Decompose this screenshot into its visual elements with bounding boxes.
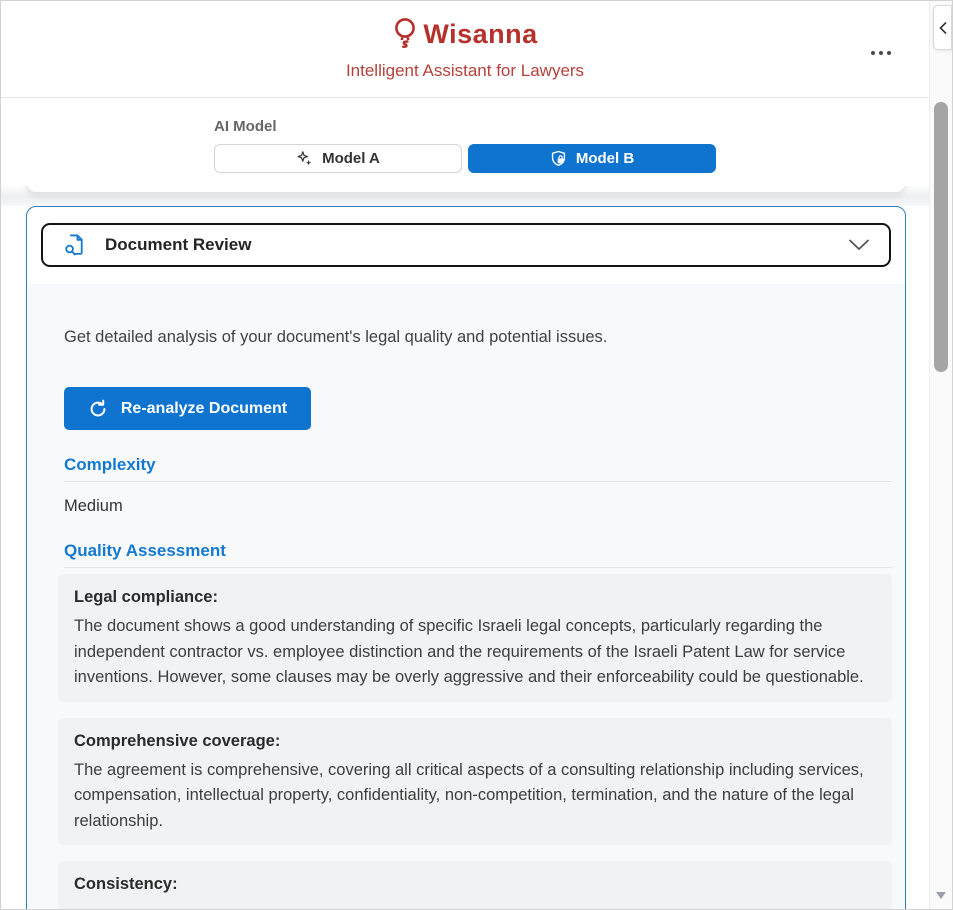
model-a-label: Model A — [322, 150, 380, 167]
scrollbar-thumb[interactable] — [934, 102, 948, 372]
lightbulb-icon — [392, 17, 418, 51]
reanalyze-button-label: Re-analyze Document — [120, 399, 288, 417]
app-subtitle: Intelligent Assistant for Lawyers — [345, 61, 585, 80]
model-b-label: Model B — [575, 150, 635, 167]
chevron-left-icon[interactable] — [933, 5, 952, 50]
complexity-value: Medium — [64, 497, 123, 515]
divider — [64, 481, 892, 482]
divider — [64, 567, 892, 568]
card-title: Consistency: — [74, 875, 178, 893]
model-b-button[interactable] — [468, 144, 716, 173]
card-title: Legal compliance: — [74, 588, 218, 606]
quality-assessment-heading: Quality Assessment — [64, 541, 226, 560]
document-search-icon — [62, 232, 88, 258]
app-header — [1, 1, 929, 98]
app-title: Wisanna — [423, 18, 538, 49]
logo — [1, 17, 929, 51]
shield-lock-icon — [550, 150, 567, 167]
card-title: Comprehensive coverage: — [74, 731, 281, 750]
chevron-down-icon[interactable] — [848, 239, 870, 251]
vertical-scrollbar[interactable] — [929, 1, 952, 909]
review-description: Get detailed analysis of your document's legal quality and potential issues. — [64, 328, 608, 346]
ellipsis-icon[interactable] — [865, 45, 897, 61]
document-review-title: Document Review — [105, 235, 252, 254]
document-review-body — [27, 284, 905, 910]
card-body: The agreement is comprehensive, covering all critical aspects of a consulting relationship including services, compensation, intellectual property, confidentiality, non-competition, termination, and the nature of the legal relationship. — [74, 760, 864, 830]
model-selector-section — [1, 98, 929, 186]
assessment-card-consistency — [58, 861, 892, 910]
complexity-heading: Complexity — [64, 455, 156, 474]
sparkles-icon — [296, 150, 313, 167]
document-review-header[interactable] — [41, 223, 891, 267]
assessment-card-comprehensive-coverage — [58, 718, 892, 846]
assessment-card-legal-compliance — [58, 574, 892, 702]
document-review-panel — [26, 206, 906, 910]
reanalyze-document-button[interactable] — [64, 387, 311, 430]
card-body: The document shows a good understanding of specific Israeli legal concepts, particularly regarding the independent contractor vs. employee distinction and the requirements of the Israeli Patent Law for service inventions. However, some clauses may be overly aggressive and their enforceability could be questionable. — [74, 617, 864, 686]
triangle-down-icon[interactable] — [936, 892, 946, 899]
model-section-label: AI Model — [214, 118, 277, 135]
refresh-icon — [88, 399, 108, 419]
model-a-button[interactable] — [214, 144, 462, 173]
